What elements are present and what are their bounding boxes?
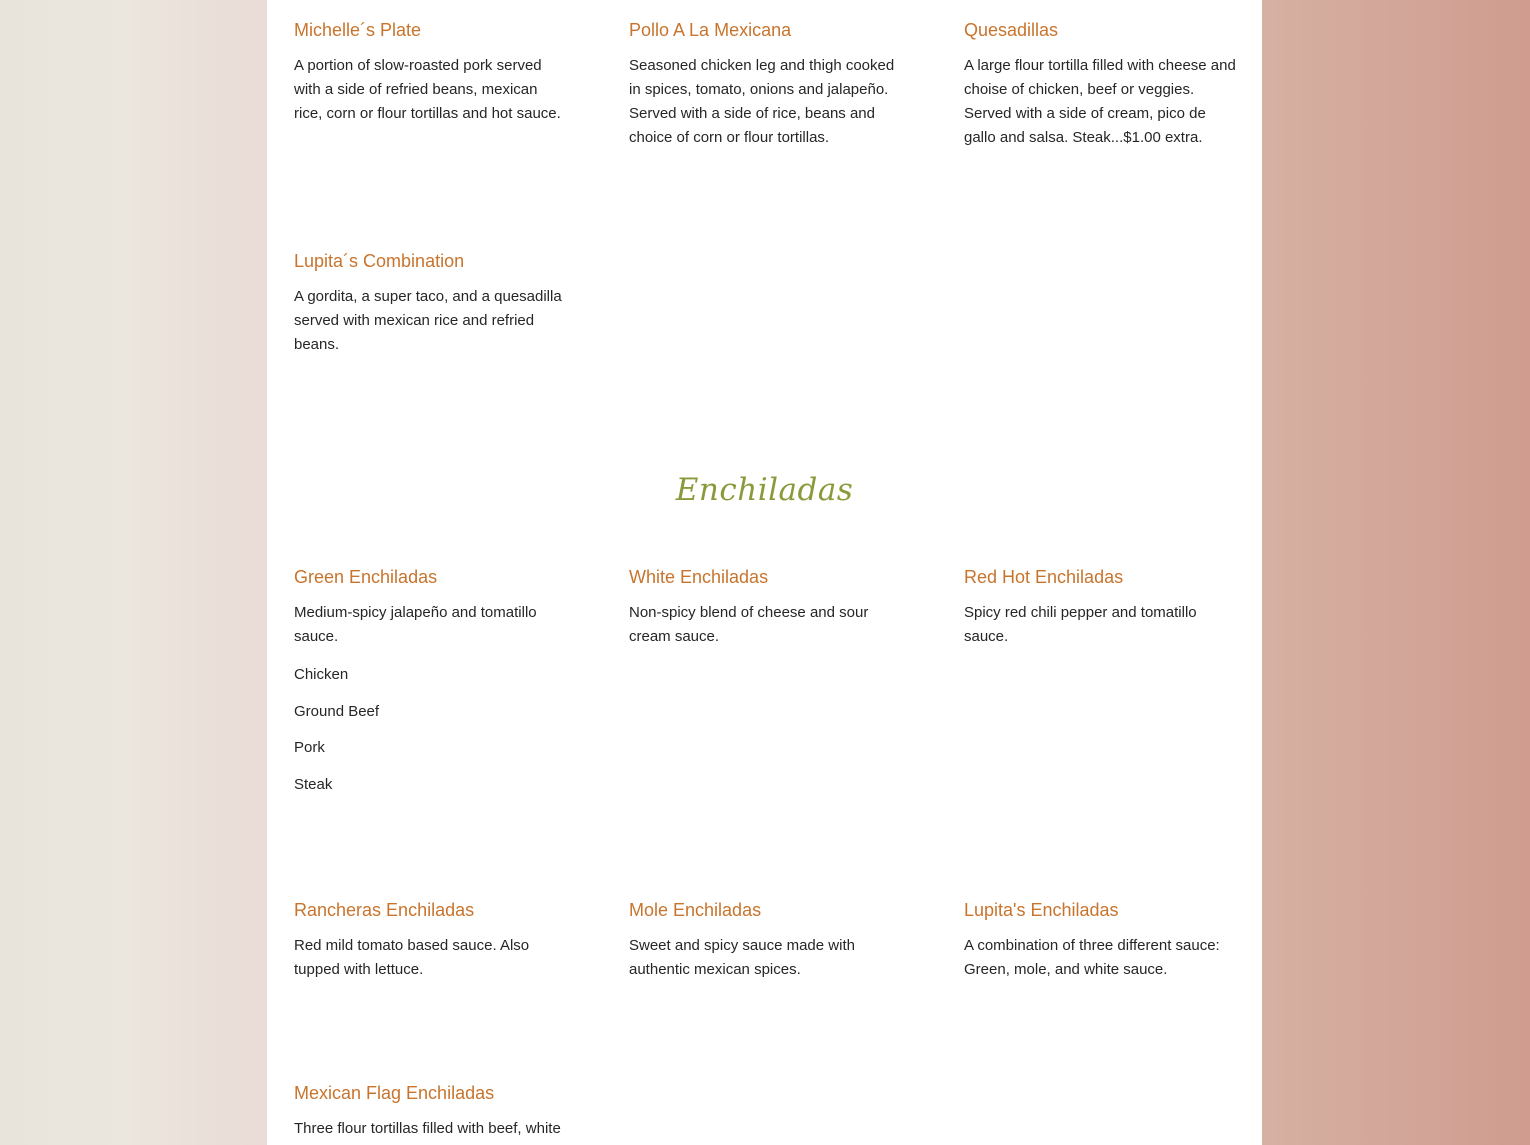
menu-item-description: A gordita, a super taco, and a quesadilla served with mexican rice and refried beans. bbox=[294, 288, 562, 353]
menu-item-pollo-a-la-mexicana bbox=[629, 18, 904, 150]
menu-item-title: Mole Enchiladas bbox=[629, 900, 762, 920]
menu-item-title: Red Hot Enchiladas bbox=[964, 567, 1124, 587]
menu-item-lupitas-combination bbox=[294, 249, 569, 357]
filling-option: Steak bbox=[294, 775, 333, 793]
menu-item-description: Sweet and spicy sauce made with authentic mexican spices. bbox=[629, 937, 855, 978]
filling-option: Pork bbox=[294, 739, 325, 756]
menu-item-description: Spicy red chili pepper and tomatillo sauce. bbox=[964, 604, 1197, 645]
menu-item-title: Green Enchiladas bbox=[294, 567, 438, 587]
menu-item-title: Mexican Flag Enchiladas bbox=[294, 1083, 495, 1103]
menu-item-lupitas-enchiladas bbox=[964, 898, 1239, 982]
menu-item-title: Lupita´s Combination bbox=[294, 251, 465, 271]
menu-item-red-hot-enchiladas bbox=[964, 565, 1239, 649]
menu-item-title: White Enchiladas bbox=[629, 567, 769, 587]
filling-option: Chicken bbox=[294, 666, 349, 683]
menu-item-description: Seasoned chicken leg and thigh cooked in spices, tomato, onions and jalapeño. Served with a side of rice, beans and choice of corn or flour tortillas. bbox=[629, 57, 895, 146]
menu-item-description: Medium-spicy jalapeño and tomatillo sauce. bbox=[294, 604, 537, 645]
menu-item-description: Red mild tomato based sauce. Also tupped with lettuce. bbox=[294, 937, 530, 978]
menu-item-title: Lupita's Enchiladas bbox=[964, 900, 1119, 920]
menu-item-title: Pollo A La Mexicana bbox=[629, 20, 792, 40]
menu-item-mexican-flag-enchiladas bbox=[294, 1081, 569, 1141]
menu-item-description: Three flour tortillas filled with beef, white bbox=[294, 1120, 561, 1137]
filling-option: Ground Beef bbox=[294, 702, 380, 720]
menu-item-description: A portion of slow-roasted pork served with a side of refried beans, mexican rice, corn or flour tortillas and hot sauce. bbox=[294, 57, 561, 122]
filling-options-list bbox=[294, 665, 569, 795]
menu-item-white-enchiladas bbox=[629, 565, 904, 649]
menu-item-description: Non-spicy blend of cheese and sour cream sauce. bbox=[629, 604, 869, 645]
menu-item-title: Rancheras Enchiladas bbox=[294, 900, 475, 920]
menu-item-description: A large flour tortilla filled with cheese and choise of chicken, beef or veggies. Served with a side of cream, pico de gallo and salsa. Steak...$1.00 extra. bbox=[964, 57, 1236, 146]
menu-item-mole-enchiladas bbox=[629, 898, 904, 982]
menu-page bbox=[267, 0, 1262, 1145]
menu-item-quesadillas bbox=[964, 18, 1239, 150]
menu-item-green-enchiladas bbox=[294, 565, 569, 811]
menu-item-title: Quesadillas bbox=[964, 20, 1059, 40]
menu-item-title: Michelle´s Plate bbox=[294, 20, 422, 40]
section-heading-enchiladas: Enchiladas bbox=[675, 472, 854, 508]
menu-item-description: A combination of three different sauce: Green, mole, and white sauce. bbox=[964, 937, 1220, 978]
menu-item-michelles-plate bbox=[294, 18, 569, 126]
menu-item-rancheras-enchiladas bbox=[294, 898, 569, 982]
